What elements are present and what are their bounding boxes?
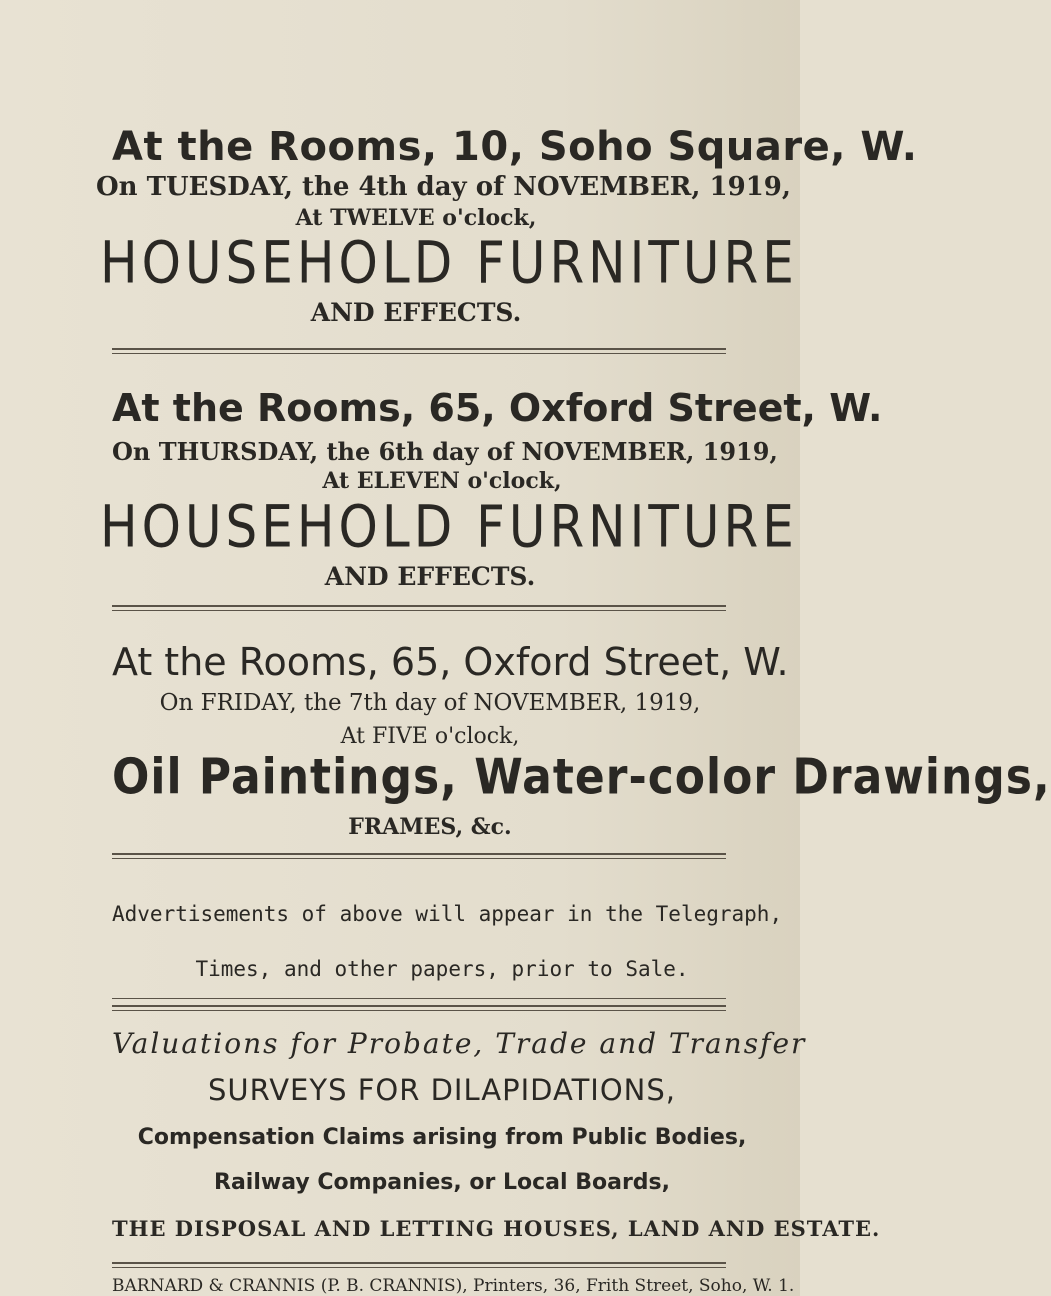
sale1-time: At TWELVE o'clock, — [295, 205, 537, 231]
divider — [112, 1262, 726, 1268]
services-line-3: Compensation Claims arising from Public Bodies, — [137, 1125, 747, 1150]
sale2-date: On THURSDAY, the 6th day of NOVEMBER, 1919, — [112, 437, 778, 466]
divider — [112, 605, 726, 611]
divider — [112, 348, 726, 354]
sale2-heading: At the Rooms, 65, Oxford Street, W. — [112, 386, 883, 430]
sale2-time: At ELEVEN o'clock, — [322, 468, 562, 494]
divider — [112, 1005, 726, 1011]
sale2-title: HOUSEHOLD FURNITURE — [100, 493, 798, 561]
divider — [112, 853, 726, 859]
notice-line-2: Times, and other papers, prior to Sale. — [195, 957, 689, 981]
sale1-subtitle: AND EFFECTS. — [310, 298, 522, 327]
sale3-subtitle: FRAMES, &c. — [348, 814, 512, 840]
services-line-5: THE DISPOSAL AND LETTING HOUSES, LAND AND ESTATE. — [112, 1216, 881, 1241]
sale1-heading: At the Rooms, 10, Soho Square, W. — [112, 124, 918, 170]
sale3-time: At FIVE o'clock, — [340, 724, 520, 749]
sale1-title: HOUSEHOLD FURNITURE — [100, 229, 798, 297]
sale2-subtitle: AND EFFECTS. — [324, 562, 536, 591]
sale3-heading: At the Rooms, 65, Oxford Street, W. — [112, 640, 789, 684]
printer-imprint: BARNARD & CRANNIS (P. B. CRANNIS), Printers, 36, Frith Street, Soho, W. 1. — [112, 1276, 795, 1296]
services-line-1: Valuations for Probate, Trade and Transfer — [112, 1027, 807, 1060]
services-line-4: Railway Companies, or Local Boards, — [214, 1170, 670, 1195]
notice-line-1: Advertisements of above will appear in the Telegraph, — [112, 902, 783, 926]
sale3-date: On FRIDAY, the 7th day of NOVEMBER, 1919, — [159, 690, 701, 716]
sale3-title: Oil Paintings, Water-color Drawings, — [112, 748, 1051, 807]
divider — [112, 998, 726, 999]
services-line-2: SURVEYS FOR DILAPIDATIONS, — [208, 1073, 676, 1107]
sale1-date: On TUESDAY, the 4th day of NOVEMBER, 1919, — [96, 172, 791, 202]
